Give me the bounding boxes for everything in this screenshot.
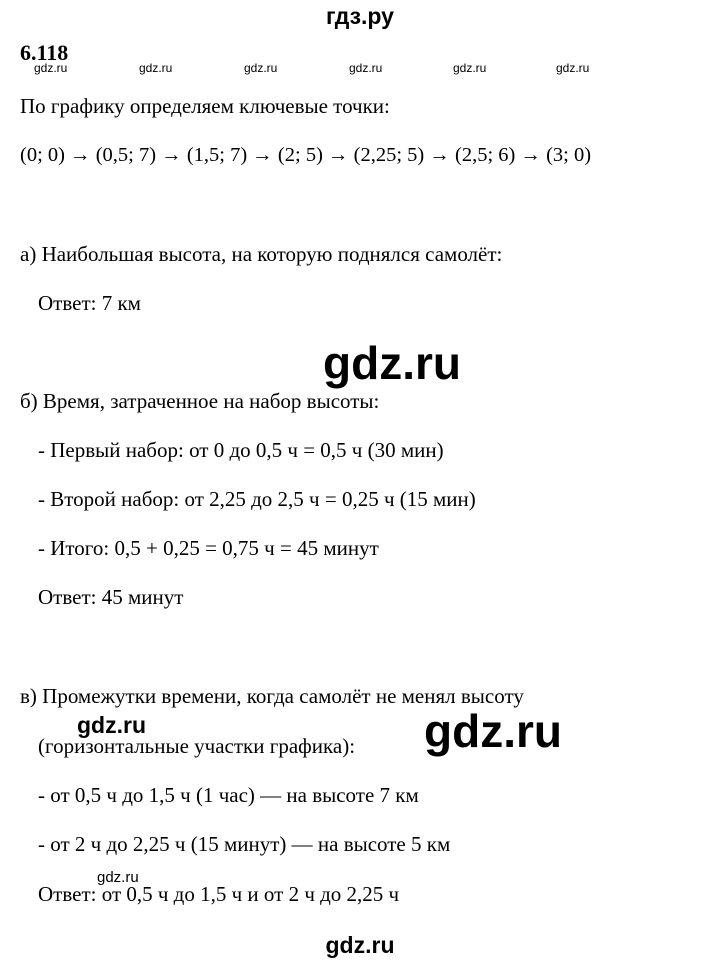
part-b-question: б) Время, затраченное на набор высоты: <box>20 389 380 413</box>
watermark-large: gdz.ru <box>424 705 562 757</box>
watermark-small: gdz.ru <box>97 869 139 886</box>
watermark: gdz.ru <box>556 61 590 75</box>
part-c-question-line2: (горизонтальные участки графика): <box>38 734 356 758</box>
part-c-question-line1: в) Промежутки времени, когда самолёт не менял высоту <box>20 684 524 708</box>
watermark: gdz.ru <box>139 61 173 75</box>
part-b-answer: Ответ: 45 минут <box>38 585 184 609</box>
part-b-line: - Итого: 0,5 + 0,25 = 0,75 ч = 45 минут <box>38 536 379 560</box>
part-a-question: а) Наибольшая высота, на которую поднялся самолёт: <box>20 242 503 266</box>
watermark: gdz.ru <box>349 61 383 75</box>
part-c-line: - от 0,5 ч до 1,5 ч (1 час) — на высоте 7 км <box>38 783 419 807</box>
watermark: gdz.ru <box>453 61 487 75</box>
watermark: gdz.ru <box>34 61 68 75</box>
watermark-large: gdz.ru <box>323 337 461 389</box>
site-header: гдз.ру <box>326 3 394 29</box>
part-c-line: - от 2 ч до 2,25 ч (15 минут) — на высоте 5 км <box>38 832 451 856</box>
part-a-answer: Ответ: 7 км <box>38 291 141 315</box>
footer-watermark: gdz.ru <box>325 932 395 958</box>
watermark: gdz.ru <box>244 61 278 75</box>
exercise-number: 6.118 <box>20 40 69 65</box>
part-b-line: - Первый набор: от 0 до 0,5 ч = 0,5 ч (30 мин) <box>38 438 444 462</box>
key-points: (0; 0) → (0,5; 7) → (1,5; 7) → (2; 5) → (2,25; 5) → (2,5; 6) → (3; 0) <box>20 144 592 166</box>
part-b-line: - Второй набор: от 2,25 до 2,5 ч = 0,25 ч (15 мин) <box>38 487 476 511</box>
watermark-medium: gdz.ru <box>77 712 146 738</box>
part-c-answer: Ответ: от 0,5 ч до 1,5 ч и от 2 ч до 2,25 ч <box>38 882 400 906</box>
intro-text: По графику определяем ключевые точки: <box>20 94 390 118</box>
